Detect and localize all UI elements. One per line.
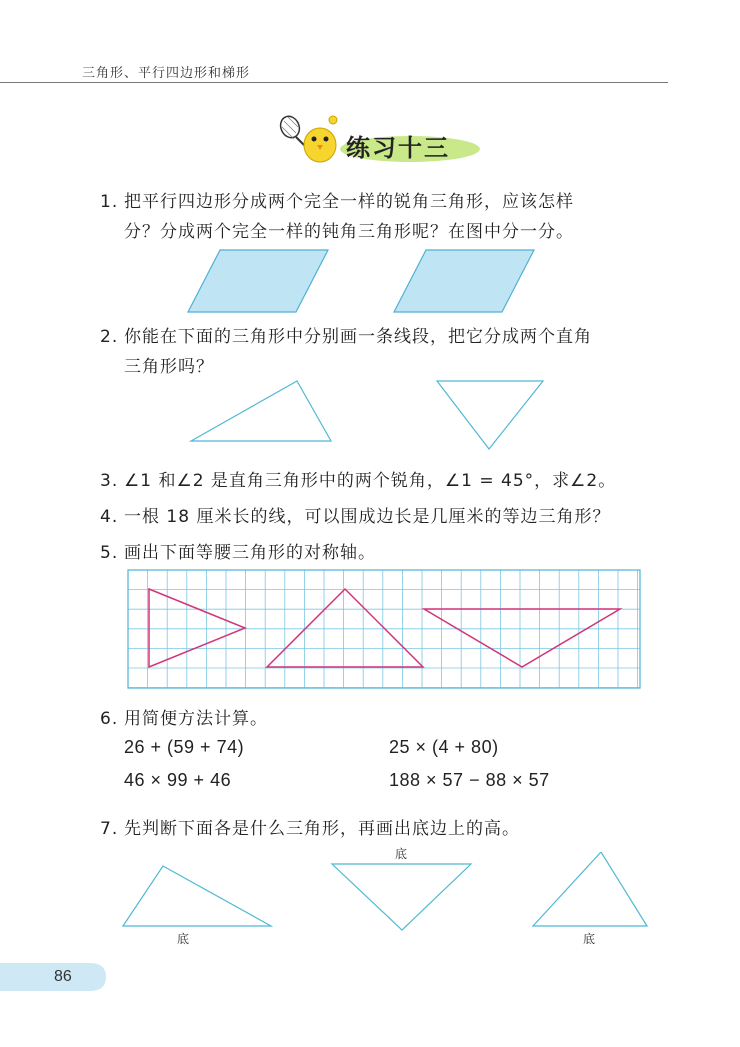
exercise-title: 练习十三 — [346, 134, 450, 162]
section-header: 三角形、平行四边形和梯形 — [82, 66, 251, 81]
question-text: 用简便方法计算。 — [124, 709, 268, 729]
parallelogram-1[interactable] — [188, 250, 328, 312]
question-number: 2. — [100, 327, 119, 347]
question-text: 一根 18 厘米长的线，可以围成边长是几厘米的等边三角形？ — [124, 507, 611, 527]
expression-2: 25 × (4 + 80) — [389, 737, 499, 757]
inverted-triangle[interactable] — [437, 381, 543, 449]
q1-figures — [180, 248, 540, 316]
question-text: 把平行四边形分成两个完全一样的锐角三角形，应该怎样 — [124, 192, 574, 212]
isosceles-triangle-3[interactable] — [424, 609, 620, 667]
isosceles-triangle-2[interactable] — [267, 589, 423, 667]
question-number: 6. — [100, 709, 119, 729]
tennis-racket-icon — [277, 113, 306, 147]
expression-1: 26 + (59 + 74) — [124, 737, 245, 757]
chick-mascot-icon — [304, 116, 337, 162]
page-tab-shape — [0, 963, 106, 991]
base-label-3: 底 — [583, 932, 596, 946]
acute-triangle-q7[interactable] — [533, 852, 647, 926]
expression-3: 46 × 99 + 46 — [124, 770, 232, 790]
question-number: 7. — [100, 819, 119, 839]
isosceles-triangle-1[interactable] — [149, 589, 245, 667]
question-5 — [100, 538, 680, 568]
question-4 — [100, 502, 680, 532]
question-number: 4. — [100, 507, 119, 527]
question-text: 你能在下面的三角形中分别画一条线段，把它分成两个直角 — [124, 327, 592, 347]
question-text: 画出下面等腰三角形的对称轴。 — [124, 543, 376, 563]
q7-figures — [115, 852, 655, 932]
symmetry-grid — [127, 569, 643, 692]
obtuse-triangle[interactable] — [191, 381, 331, 441]
question-1 — [100, 187, 660, 247]
base-label-1: 底 — [177, 932, 190, 946]
question-text: 分？分成两个完全一样的钝角三角形呢？在图中分一分。 — [124, 222, 574, 242]
base-label-2: 底 — [395, 847, 408, 861]
expression-4: 188 × 57 − 88 × 57 — [389, 770, 550, 790]
question-text: 三角形吗？ — [124, 357, 214, 377]
question-text: 先判断下面各是什么三角形，再画出底边上的高。 — [124, 819, 520, 839]
question-number: 1. — [100, 192, 119, 212]
header-divider — [0, 82, 668, 83]
question-6 — [100, 704, 660, 734]
question-3 — [100, 466, 680, 496]
question-number: 3. — [100, 471, 119, 491]
question-2 — [100, 322, 660, 382]
question-text: ∠1 和∠2 是直角三角形中的两个锐角，∠1 = 45°，求∠2。 — [124, 471, 617, 491]
page-number: 86 — [54, 968, 72, 985]
question-7 — [100, 814, 660, 844]
obtuse-triangle-q7[interactable] — [123, 866, 271, 926]
q2-figures — [185, 375, 550, 455]
inverted-triangle-q7[interactable] — [332, 864, 471, 930]
parallelogram-2[interactable] — [394, 250, 534, 312]
question-number: 5. — [100, 543, 119, 563]
